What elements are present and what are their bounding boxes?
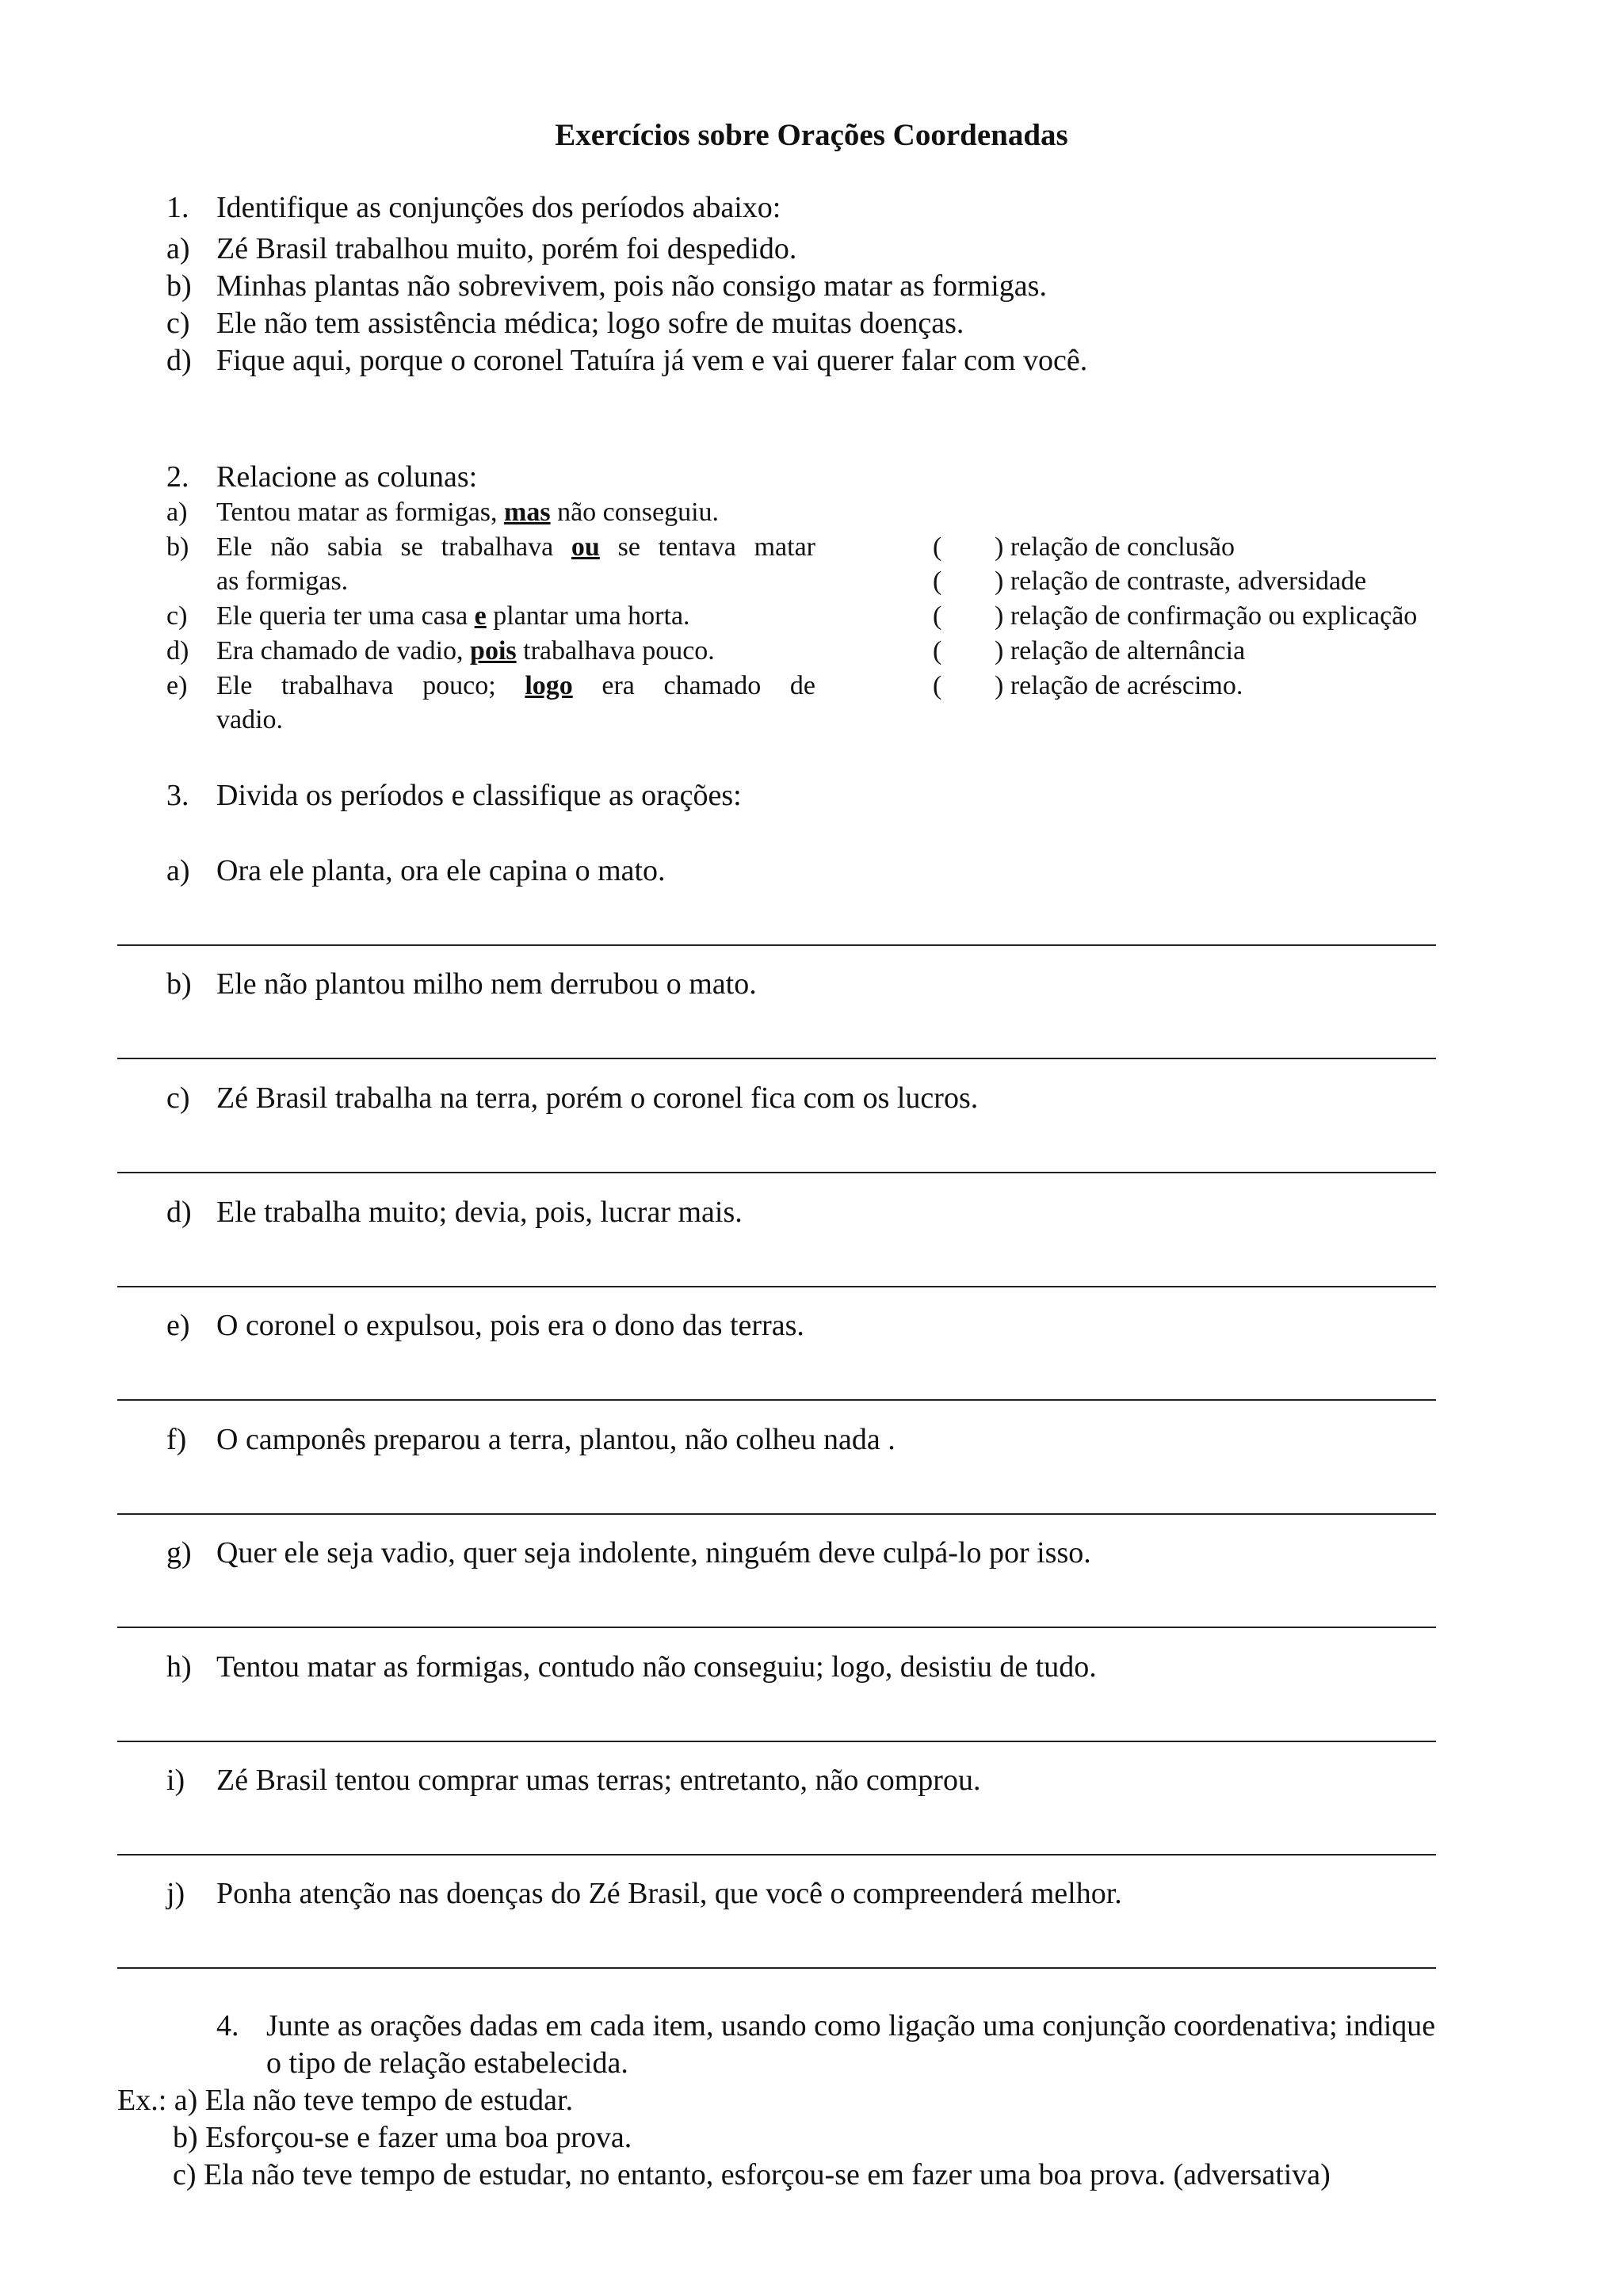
justified-line [216, 671, 815, 701]
item-text [216, 498, 719, 528]
item-marker: e) [166, 1309, 190, 1342]
item-text: Minhas plantas não sobrevivem, pois não consigo matar as formigas. [216, 269, 1047, 303]
text-before: Era chamado de vadio, [216, 636, 471, 666]
item-text: vadio. [216, 705, 284, 734]
item-text: O coronel o expulsou, pois era o dono das terras. [216, 1309, 804, 1342]
item-marker: c) [166, 307, 190, 340]
option-text: ) relação de conclusão [995, 532, 1235, 562]
item-marker: c) [166, 1081, 190, 1115]
item-text: Fique aqui, porque o coronel Tatuíra já vem e vai querer falar com você. [216, 344, 1088, 377]
q4-prompt-line-2: o tipo de relação estabelecida. [266, 2046, 628, 2080]
answer-line[interactable] [117, 1741, 1436, 1742]
answer-line[interactable] [117, 1854, 1436, 1855]
q4-number: 4. [216, 2009, 239, 2042]
item-text: Quer ele seja vadio, quer seja indolente, ninguém deve culpá-lo por isso. [216, 1536, 1091, 1569]
item-marker: b) [166, 269, 192, 303]
conjunction: e [474, 601, 487, 631]
item-text: Ele não plantou milho nem derrubou o mato. [216, 967, 757, 1001]
answer-line[interactable] [117, 1967, 1436, 1969]
answer-blank[interactable]: ( [933, 636, 942, 666]
item-marker: a) [166, 854, 190, 887]
item-text [216, 636, 715, 666]
answer-line[interactable] [117, 1172, 1436, 1173]
option-text: ) relação de contraste, adversidade [995, 566, 1367, 596]
q1-number: 1. [166, 191, 189, 224]
word: trabalhava [441, 532, 554, 562]
item-marker: e) [166, 671, 188, 700]
item-marker: c) [166, 601, 188, 631]
item-text: Ora ele planta, ora ele capina o mato. [216, 854, 666, 887]
q3-prompt: Divida os períodos e classifique as orações: [216, 779, 742, 812]
word: trabalhava [281, 671, 394, 700]
word: matar [754, 532, 815, 562]
answer-line[interactable] [117, 1286, 1436, 1287]
item-text: Ponha atenção nas doenças do Zé Brasil, que você o compreenderá melhor. [216, 1877, 1122, 1910]
word: se [400, 532, 423, 562]
example-c: c) Ela não teve tempo de estudar, no entanto, esforçou-se em fazer uma boa prova. (adversativa) [173, 2158, 1331, 2191]
item-marker: a) [166, 232, 190, 265]
item-marker: d) [166, 1196, 192, 1229]
item-text: Tentou matar as formigas, contudo não conseguiu; logo, desistiu de tudo. [216, 1650, 1097, 1684]
justified-line [216, 532, 815, 563]
item-text: Zé Brasil trabalhou muito, porém foi despedido. [216, 232, 797, 265]
item-text: as formigas. [216, 566, 349, 596]
q1-prompt: Identifique as conjunções dos períodos abaixo: [216, 191, 781, 224]
conjunction: pois [470, 636, 517, 666]
text-after: trabalhava pouco. [516, 636, 715, 666]
item-marker: a) [166, 498, 188, 527]
q2-prompt: Relacione as colunas: [216, 460, 478, 494]
item-marker: j) [166, 1877, 185, 1910]
item-marker: i) [166, 1764, 185, 1797]
answer-blank[interactable]: ( [933, 601, 942, 631]
q4-prompt-line-1: Junte as orações dadas em cada item, usando como ligação uma conjunção coordenativa; indique [266, 2009, 1436, 2042]
answer-line[interactable] [117, 944, 1436, 946]
word: se [617, 532, 640, 562]
word: sabia [327, 532, 383, 562]
example-a: Ex.: a) Ela não teve tempo de estudar. [117, 2084, 574, 2117]
answer-line[interactable] [117, 1513, 1436, 1515]
text-before: Tentou matar as formigas, [216, 498, 505, 527]
answer-line[interactable] [117, 1058, 1436, 1059]
option-text: ) relação de confirmação ou explicação [995, 601, 1418, 631]
item-text: Ele não tem assistência médica; logo sofre de muitas doenças. [216, 307, 964, 340]
conjunction: logo [525, 671, 573, 700]
item-marker: b) [166, 532, 189, 562]
option-text: ) relação de alternância [995, 636, 1246, 666]
item-marker: g) [166, 1536, 192, 1569]
conjunction: ou [571, 532, 600, 562]
item-text: Zé Brasil tentou comprar umas terras; entretanto, não comprou. [216, 1764, 981, 1797]
item-marker: b) [166, 967, 192, 1001]
item-marker: f) [166, 1423, 187, 1456]
word: pouco; [422, 671, 496, 700]
word: de [789, 671, 815, 700]
text-after: plantar uma horta. [486, 601, 690, 631]
answer-line[interactable] [117, 1627, 1436, 1628]
answer-blank[interactable]: ( [933, 532, 942, 562]
q3-number: 3. [166, 779, 189, 812]
answer-blank[interactable]: ( [933, 566, 942, 596]
word: não [270, 532, 310, 562]
item-text: Zé Brasil trabalha na terra, porém o coronel fica com os lucros. [216, 1081, 979, 1115]
text-before: Ele queria ter uma casa [216, 601, 475, 631]
word: tentava [658, 532, 736, 562]
item-text: Ele trabalha muito; devia, pois, lucrar mais. [216, 1196, 743, 1229]
q2-number: 2. [166, 460, 189, 494]
option-text: ) relação de acréscimo. [995, 671, 1243, 700]
answer-line[interactable] [117, 1399, 1436, 1401]
answer-blank[interactable]: ( [933, 671, 942, 700]
word: Ele [216, 671, 253, 700]
conjunction: mas [504, 498, 551, 527]
item-marker: d) [166, 344, 192, 377]
word: era [601, 671, 635, 700]
item-text [216, 601, 690, 631]
word: chamado [663, 671, 762, 700]
text-after: não conseguiu. [550, 498, 720, 527]
word: Ele [216, 532, 253, 562]
item-marker: h) [166, 1650, 192, 1684]
example-b: b) Esforçou-se e fazer uma boa prova. [173, 2121, 632, 2154]
item-text: O camponês preparou a terra, plantou, não colheu nada . [216, 1423, 896, 1456]
page-title: Exercícios sobre Orações Coordenadas [555, 118, 1068, 152]
item-marker: d) [166, 636, 189, 666]
